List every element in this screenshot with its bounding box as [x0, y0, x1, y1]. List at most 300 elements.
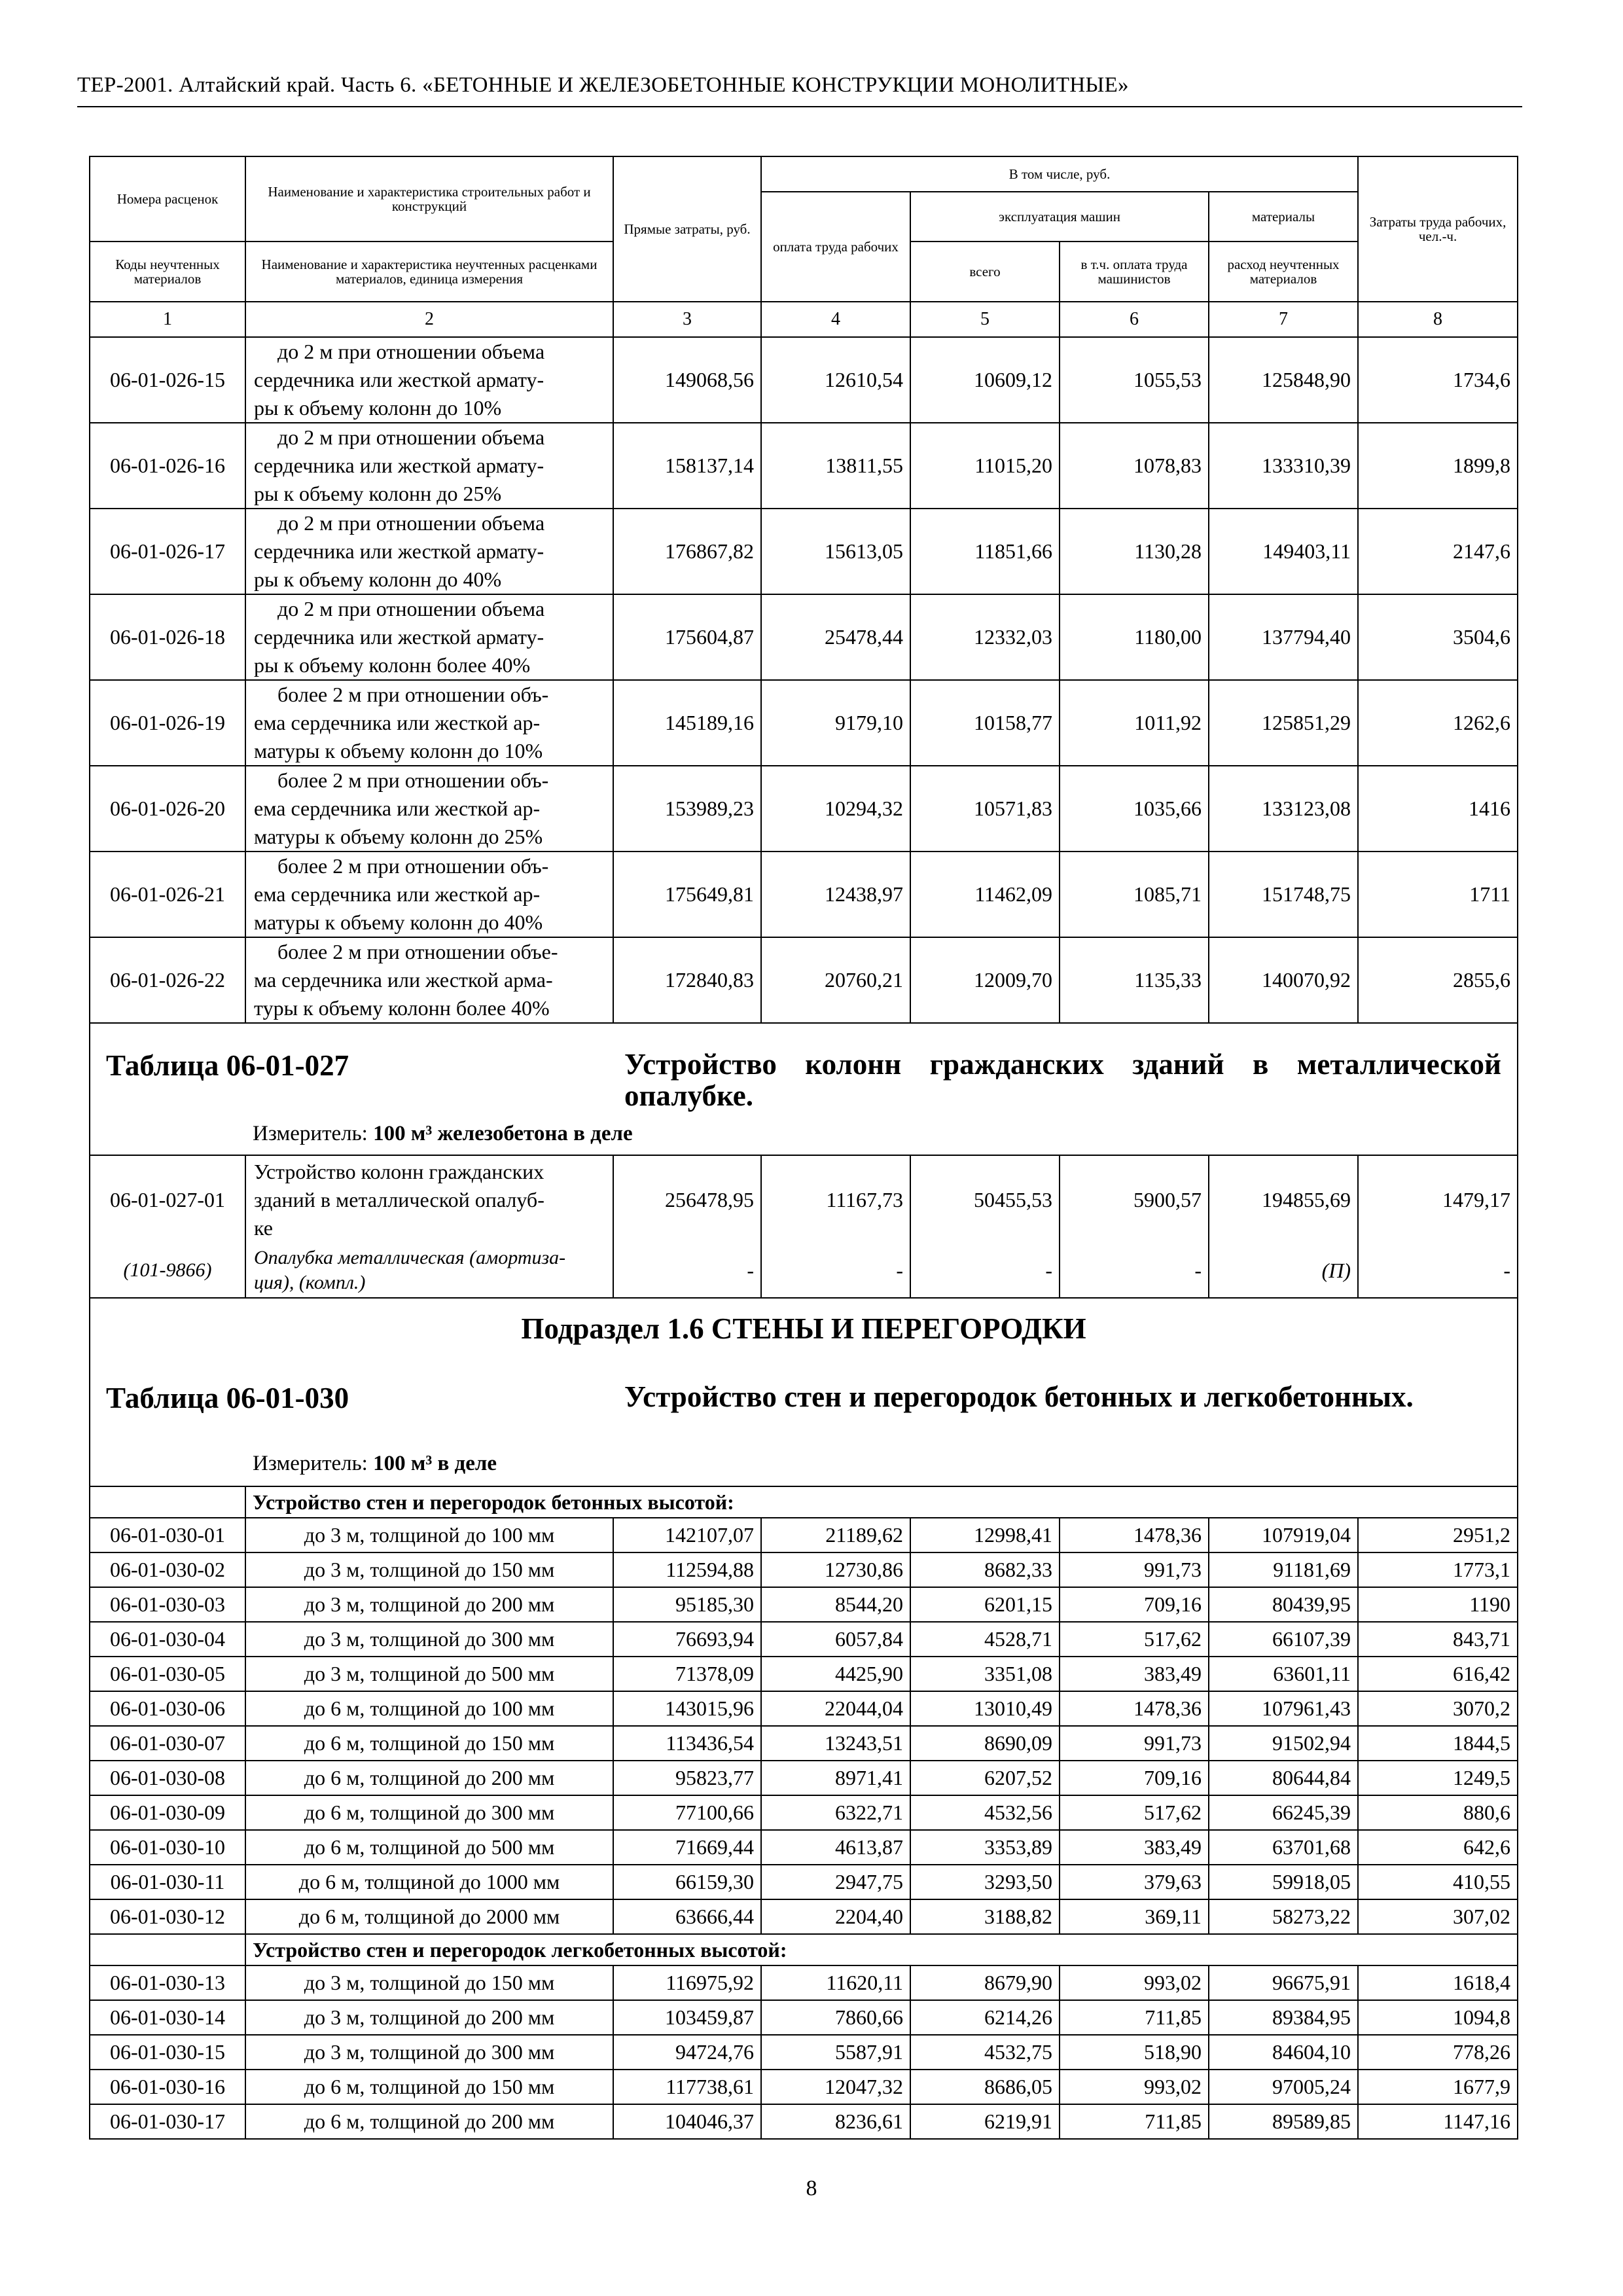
description-line: ема сердечника или жесткой ар-	[254, 797, 541, 820]
cost-value: 12009,70	[910, 937, 1060, 1023]
work-description	[245, 1155, 613, 1244]
cost-value: 256478,95	[613, 1155, 761, 1244]
table-row	[90, 1865, 1518, 1899]
table-row	[90, 1518, 1518, 1552]
group-heading: Устройство стен и перегородок легкобетонных высотой:	[245, 1934, 1518, 1965]
cost-value: 21189,62	[761, 1518, 910, 1552]
table-row	[90, 1587, 1518, 1622]
cost-value: 410,55	[1358, 1865, 1518, 1899]
cost-value: 140070,92	[1209, 937, 1358, 1023]
rate-code: 06-01-030-11	[90, 1865, 245, 1899]
description-line: ма сердечника или жесткой арма-	[254, 968, 553, 992]
cost-value: 2947,75	[761, 1865, 910, 1899]
cost-value: 1899,8	[1358, 423, 1518, 509]
table-row	[90, 680, 1518, 766]
cost-value: 50455,53	[910, 1155, 1060, 1244]
cost-value: 993,02	[1060, 2070, 1209, 2104]
cost-value: 8236,61	[761, 2104, 910, 2139]
cost-value: 95823,77	[613, 1761, 761, 1795]
cost-value: 22044,04	[761, 1691, 910, 1726]
description-line: сердечника или жесткой армату-	[254, 368, 544, 391]
cost-value: 8686,05	[910, 2070, 1060, 2104]
cost-value: 3293,50	[910, 1865, 1060, 1899]
cost-value: 1180,00	[1060, 594, 1209, 680]
cost-value: 1262,6	[1358, 680, 1518, 766]
cost-value: 1416	[1358, 766, 1518, 852]
material-value: -	[1060, 1244, 1209, 1298]
hdr-col1-bottom: Коды неучтенных материалов	[90, 242, 245, 302]
hdr-col6: в т.ч. оплата труда машинистов	[1060, 242, 1209, 302]
cost-value: 12332,03	[910, 594, 1060, 680]
rate-code: 06-01-030-08	[90, 1761, 245, 1795]
description-line: ке	[254, 1215, 273, 1240]
table-row	[90, 594, 1518, 680]
cost-value: 1078,83	[1060, 423, 1209, 509]
work-description: до 3 м, толщиной до 300 мм	[245, 2035, 613, 2070]
rate-code: 06-01-030-07	[90, 1726, 245, 1761]
cost-value: 8679,90	[910, 1965, 1060, 2000]
description-line: более 2 м при отношении объ-	[277, 854, 549, 878]
cost-value: 172840,83	[613, 937, 761, 1023]
cost-value: 1844,5	[1358, 1726, 1518, 1761]
cost-value: 517,62	[1060, 1795, 1209, 1830]
material-code: (101-9866)	[90, 1244, 245, 1298]
cost-value: 1249,5	[1358, 1761, 1518, 1795]
cost-value: 12998,41	[910, 1518, 1060, 1552]
work-description	[245, 423, 613, 509]
work-description: до 3 м, толщиной до 150 мм	[245, 1965, 613, 2000]
table-row	[90, 509, 1518, 594]
table-row	[90, 1830, 1518, 1865]
cost-value: 3070,2	[1358, 1691, 1518, 1726]
cost-value: 5587,91	[761, 2035, 910, 2070]
work-description: до 3 м, толщиной до 500 мм	[245, 1657, 613, 1691]
cost-value: 11620,11	[761, 1965, 910, 2000]
work-description: до 3 м, толщиной до 150 мм	[245, 1552, 613, 1587]
rate-code: 06-01-030-16	[90, 2070, 245, 2104]
cost-value: 58273,22	[1209, 1899, 1358, 1934]
description-line: ры к объему колонн более 40%	[254, 653, 531, 677]
work-description: до 6 м, толщиной до 200 мм	[245, 1761, 613, 1795]
group-row	[90, 1486, 1518, 1518]
cost-value: 89589,85	[1209, 2104, 1358, 2139]
work-description: до 6 м, толщиной до 300 мм	[245, 1795, 613, 1830]
rate-code: 06-01-026-19	[90, 680, 245, 766]
rate-code: 06-01-030-04	[90, 1622, 245, 1657]
cost-value: 94724,76	[613, 2035, 761, 2070]
rate-code: 06-01-027-01	[90, 1155, 245, 1244]
cost-value: 3504,6	[1358, 594, 1518, 680]
description-line: ция), (компл.)	[254, 1272, 366, 1293]
work-description: до 6 м, толщиной до 100 мм	[245, 1691, 613, 1726]
cost-value: 91502,94	[1209, 1726, 1358, 1761]
hdr-col7: расход неучтенных материалов	[1209, 242, 1358, 302]
table-row	[90, 1795, 1518, 1830]
work-description: до 6 м, толщиной до 150 мм	[245, 1726, 613, 1761]
cost-value: 1478,36	[1060, 1691, 1209, 1726]
work-description: до 3 м, толщиной до 300 мм	[245, 1622, 613, 1657]
material-description	[245, 1244, 613, 1298]
rate-code: 06-01-030-17	[90, 2104, 245, 2139]
rate-code: 06-01-030-01	[90, 1518, 245, 1552]
rate-code: 06-01-026-16	[90, 423, 245, 509]
cost-value: 66107,39	[1209, 1622, 1358, 1657]
cost-value: 369,11	[1060, 1899, 1209, 1934]
cost-value: 77100,66	[613, 1795, 761, 1830]
description-line: более 2 м при отношении объе-	[277, 940, 558, 963]
table-row	[90, 337, 1518, 423]
cost-value: 6322,71	[761, 1795, 910, 1830]
cost-value: 175604,87	[613, 594, 761, 680]
cost-value: 642,6	[1358, 1830, 1518, 1865]
table-row	[90, 2070, 1518, 2104]
cost-value: 107919,04	[1209, 1518, 1358, 1552]
cost-value: 10294,32	[761, 766, 910, 852]
cost-value: 66245,39	[1209, 1795, 1358, 1830]
work-description: до 6 м, толщиной до 200 мм	[245, 2104, 613, 2139]
rate-code: 06-01-030-09	[90, 1795, 245, 1830]
cost-value: 84604,10	[1209, 2035, 1358, 2070]
work-description	[245, 680, 613, 766]
cost-value: 1055,53	[1060, 337, 1209, 423]
material-value: -	[1358, 1244, 1518, 1298]
cost-value: 1479,17	[1358, 1155, 1518, 1244]
work-description	[245, 594, 613, 680]
cost-value: 158137,14	[613, 423, 761, 509]
cost-value: 125848,90	[1209, 337, 1358, 423]
measure-unit	[253, 1122, 633, 1146]
cost-value: 145189,16	[613, 680, 761, 766]
cost-value: 1147,16	[1358, 2104, 1518, 2139]
table-row	[90, 937, 1518, 1023]
description-line: до 2 м при отношении объема	[277, 425, 545, 449]
description-line: матуры к объему колонн до 10%	[254, 739, 543, 762]
hdr-col4: оплата труда рабочих	[761, 192, 910, 302]
cost-value: 125851,29	[1209, 680, 1358, 766]
rate-code: 06-01-030-15	[90, 2035, 245, 2070]
cost-value: 194855,69	[1209, 1155, 1358, 1244]
description-line: сердечника или жесткой армату-	[254, 454, 544, 477]
work-description	[245, 937, 613, 1023]
work-description: до 3 м, толщиной до 200 мм	[245, 2000, 613, 2035]
table-030-caption	[90, 1298, 1518, 1486]
cost-value: 4532,75	[910, 2035, 1060, 2070]
col-number: 1	[90, 302, 245, 337]
hdr-incl: В том числе, руб.	[761, 156, 1358, 192]
cost-value: 4425,90	[761, 1657, 910, 1691]
hdr-col3: Прямые затраты, руб.	[613, 156, 761, 302]
cost-value: 15613,05	[761, 509, 910, 594]
cost-value: 97005,24	[1209, 2070, 1358, 2104]
rate-code: 06-01-026-17	[90, 509, 245, 594]
cost-value: 991,73	[1060, 1552, 1209, 1587]
cost-value: 133310,39	[1209, 423, 1358, 509]
table-027-caption	[90, 1023, 1518, 1155]
col-number: 7	[1209, 302, 1358, 337]
hdr-col2-bottom: Наименование и характеристика неучтенных расценками материалов, единица измерения	[245, 242, 613, 302]
work-description	[245, 509, 613, 594]
measure-value: 100 м³ железобетона в деле	[373, 1122, 633, 1145]
description-line: ры к объему колонн до 40%	[254, 567, 502, 591]
work-description: до 6 м, толщиной до 150 мм	[245, 2070, 613, 2104]
table-row	[90, 1965, 1518, 2000]
description-line: Опалубка металлическая (амортиза-	[254, 1247, 566, 1268]
description-line: ема сердечника или жесткой ар-	[254, 882, 541, 906]
cost-value: 25478,44	[761, 594, 910, 680]
cost-value: 1773,1	[1358, 1552, 1518, 1587]
rate-code: 06-01-026-22	[90, 937, 245, 1023]
cost-value: 153989,23	[613, 766, 761, 852]
cost-value: 66159,30	[613, 1865, 761, 1899]
cost-value: 116975,92	[613, 1965, 761, 2000]
cost-value: 6201,15	[910, 1587, 1060, 1622]
page-number: 8	[806, 2176, 817, 2200]
cost-value: 1478,36	[1060, 1518, 1209, 1552]
table-row	[90, 2035, 1518, 2070]
cost-value: 843,71	[1358, 1622, 1518, 1657]
cost-value: 76693,94	[613, 1622, 761, 1657]
col-number: 3	[613, 302, 761, 337]
description-line: сердечника или жесткой армату-	[254, 539, 544, 563]
table-row	[90, 852, 1518, 937]
cost-value: 1190	[1358, 1587, 1518, 1622]
rate-code: 06-01-030-13	[90, 1965, 245, 2000]
cost-value: 80439,95	[1209, 1587, 1358, 1622]
measure-label: Измеритель:	[253, 1452, 368, 1475]
cost-value: 2855,6	[1358, 937, 1518, 1023]
cost-value: 709,16	[1060, 1761, 1209, 1795]
cost-value: 8682,33	[910, 1552, 1060, 1587]
cost-value: 6057,84	[761, 1622, 910, 1657]
cost-value: 10158,77	[910, 680, 1060, 766]
cost-value: 4532,56	[910, 1795, 1060, 1830]
cost-value: 13243,51	[761, 1726, 910, 1761]
description-line: более 2 м при отношении объ-	[277, 683, 549, 706]
cost-value: 383,49	[1060, 1657, 1209, 1691]
table-row	[90, 2000, 1518, 2035]
measure-label: Измеритель:	[253, 1122, 368, 1145]
cost-value: 4613,87	[761, 1830, 910, 1865]
description-line: матуры к объему колонн до 40%	[254, 910, 543, 934]
cost-value: 11851,66	[910, 509, 1060, 594]
description-line: до 2 м при отношении объема	[277, 511, 545, 535]
material-value: -	[613, 1244, 761, 1298]
cost-value: 12438,97	[761, 852, 910, 937]
material-value: (П)	[1209, 1244, 1358, 1298]
cost-value: 991,73	[1060, 1726, 1209, 1761]
work-description: до 3 м, толщиной до 100 мм	[245, 1518, 613, 1552]
cost-value: 1035,66	[1060, 766, 1209, 852]
cost-value: 12610,54	[761, 337, 910, 423]
col-number: 8	[1358, 302, 1518, 337]
rate-code: 06-01-030-12	[90, 1899, 245, 1934]
cost-value: 8971,41	[761, 1761, 910, 1795]
cost-value: 10571,83	[910, 766, 1060, 852]
measure-value: 100 м³ в деле	[373, 1452, 497, 1475]
cost-value: 175649,81	[613, 852, 761, 937]
rate-code: 06-01-026-21	[90, 852, 245, 937]
cost-value: 137794,40	[1209, 594, 1358, 680]
table-description: Устройство стен и перегородок бетонных и легкобетонных.	[624, 1380, 1414, 1413]
cost-value: 778,26	[1358, 2035, 1518, 2070]
group-code-cell	[90, 1934, 245, 1965]
cost-value: 9179,10	[761, 680, 910, 766]
measure-unit	[253, 1452, 497, 1476]
group-heading: Устройство стен и перегородок бетонных высотой:	[245, 1486, 1518, 1518]
cost-value: 1677,9	[1358, 2070, 1518, 2104]
table-row	[90, 1657, 1518, 1691]
work-description	[245, 337, 613, 423]
cost-value: 20760,21	[761, 937, 910, 1023]
cost-value: 880,6	[1358, 1795, 1518, 1830]
description-line: более 2 м при отношении объ-	[277, 768, 549, 792]
cost-value: 151748,75	[1209, 852, 1358, 937]
cost-value: 5900,57	[1060, 1155, 1209, 1244]
cost-value: 1011,92	[1060, 680, 1209, 766]
group-code-cell	[90, 1486, 245, 1518]
cost-value: 1135,33	[1060, 937, 1209, 1023]
cost-value: 80644,84	[1209, 1761, 1358, 1795]
cost-value: 149068,56	[613, 337, 761, 423]
cost-value: 518,90	[1060, 2035, 1209, 2070]
cost-value: 1130,28	[1060, 509, 1209, 594]
cost-value: 1085,71	[1060, 852, 1209, 937]
col-number: 6	[1060, 302, 1209, 337]
cost-value: 6214,26	[910, 2000, 1060, 2035]
col-number: 2	[245, 302, 613, 337]
rate-code: 06-01-030-14	[90, 2000, 245, 2035]
rate-code: 06-01-030-06	[90, 1691, 245, 1726]
work-description	[245, 852, 613, 937]
table-027-caption-cell	[90, 1023, 1518, 1155]
hdr-materials: материалы	[1209, 192, 1358, 242]
cost-value: 1618,4	[1358, 1965, 1518, 2000]
cost-value: 517,62	[1060, 1622, 1209, 1657]
cost-value: 112594,88	[613, 1552, 761, 1587]
cost-value: 2204,40	[761, 1899, 910, 1934]
rate-code: 06-01-030-10	[90, 1830, 245, 1865]
description-line: зданий в металлической опалуб-	[254, 1187, 544, 1211]
work-description: до 3 м, толщиной до 200 мм	[245, 1587, 613, 1622]
cost-value: 11167,73	[761, 1155, 910, 1244]
cost-value: 133123,08	[1209, 766, 1358, 852]
cost-value: 63601,11	[1209, 1657, 1358, 1691]
cost-value: 12730,86	[761, 1552, 910, 1587]
cost-value: 63666,44	[613, 1899, 761, 1934]
table-row	[90, 1726, 1518, 1761]
table-row	[90, 766, 1518, 852]
material-value: -	[761, 1244, 910, 1298]
cost-value: 383,49	[1060, 1830, 1209, 1865]
hdr-col5: всего	[910, 242, 1060, 302]
cost-value: 4528,71	[910, 1622, 1060, 1657]
cost-value: 2147,6	[1358, 509, 1518, 594]
work-description: до 6 м, толщиной до 2000 мм	[245, 1899, 613, 1934]
description-line: туры к объему колонн более 40%	[254, 996, 550, 1020]
work-description: до 6 м, толщиной до 500 мм	[245, 1830, 613, 1865]
rate-code: 06-01-026-15	[90, 337, 245, 423]
col-number: 5	[910, 302, 1060, 337]
cost-value: 307,02	[1358, 1899, 1518, 1934]
cost-value: 3353,89	[910, 1830, 1060, 1865]
table-description: Устройство колонн гражданских зданий в металлической опалубке.	[624, 1048, 1501, 1112]
cost-value: 8690,09	[910, 1726, 1060, 1761]
work-description	[245, 766, 613, 852]
rate-code: 06-01-030-03	[90, 1587, 245, 1622]
rate-code: 06-01-026-18	[90, 594, 245, 680]
material-row	[90, 1244, 1518, 1298]
cost-value: 8544,20	[761, 1587, 910, 1622]
table-row	[90, 2104, 1518, 2139]
description-line: сердечника или жесткой армату-	[254, 625, 544, 649]
group-row	[90, 1934, 1518, 1965]
cost-value: 1711	[1358, 852, 1518, 937]
work-description: до 6 м, толщиной до 1000 мм	[245, 1865, 613, 1899]
cost-value: 3351,08	[910, 1657, 1060, 1691]
cost-value: 709,16	[1060, 1587, 1209, 1622]
table-row	[90, 1155, 1518, 1244]
table-row	[90, 1761, 1518, 1795]
cost-value: 91181,69	[1209, 1552, 1358, 1587]
description-line: Устройство колонн гражданских	[254, 1159, 544, 1183]
hdr-machines: эксплуатация машин	[910, 192, 1209, 242]
cost-value: 2951,2	[1358, 1518, 1518, 1552]
subsection-title: Подраздел 1.6 СТЕНЫ И ПЕРЕГОРОДКИ	[521, 1312, 1086, 1345]
cost-value: 993,02	[1060, 1965, 1209, 2000]
cost-value: 1094,8	[1358, 2000, 1518, 2035]
cost-value: 616,42	[1358, 1657, 1518, 1691]
cost-value: 11015,20	[910, 423, 1060, 509]
running-header: ТЕР-2001. Алтайский край. Часть 6. «БЕТОННЫЕ И ЖЕЛЕЗОБЕТОННЫЕ КОНСТРУКЦИИ МОНОЛИТНЫЕ»	[77, 73, 1129, 97]
table-row	[90, 423, 1518, 509]
rates-table	[89, 156, 1518, 2140]
hdr-col2-top: Наименование и характеристика строительных работ и конструкций	[245, 156, 613, 242]
cost-value: 149403,11	[1209, 509, 1358, 594]
table-030-caption-cell	[90, 1298, 1518, 1486]
rate-code: 06-01-030-05	[90, 1657, 245, 1691]
cost-value: 379,63	[1060, 1865, 1209, 1899]
cost-value: 107961,43	[1209, 1691, 1358, 1726]
cost-value: 113436,54	[613, 1726, 761, 1761]
cost-value: 7860,66	[761, 2000, 910, 2035]
cost-value: 13811,55	[761, 423, 910, 509]
hdr-col1-top: Номера расценок	[90, 156, 245, 242]
description-line: ры к объему колонн до 10%	[254, 396, 502, 420]
cost-value: 10609,12	[910, 337, 1060, 423]
description-line: матуры к объему колонн до 25%	[254, 825, 543, 848]
cost-value: 711,85	[1060, 2000, 1209, 2035]
cost-value: 89384,95	[1209, 2000, 1358, 2035]
cost-value: 142107,07	[613, 1518, 761, 1552]
cost-value: 11462,09	[910, 852, 1060, 937]
cost-value: 176867,82	[613, 509, 761, 594]
cost-value: 71669,44	[613, 1830, 761, 1865]
table-row	[90, 1622, 1518, 1657]
table-row	[90, 1691, 1518, 1726]
cost-value: 104046,37	[613, 2104, 761, 2139]
hdr-col8: Затраты труда рабочих, чел.-ч.	[1358, 156, 1518, 302]
header-rule	[77, 106, 1522, 107]
description-line: ема сердечника или жесткой ар-	[254, 711, 541, 734]
description-line: ры к объему колонн до 25%	[254, 482, 502, 505]
cost-value: 6207,52	[910, 1761, 1060, 1795]
cost-value: 117738,61	[613, 2070, 761, 2104]
cost-value: 95185,30	[613, 1587, 761, 1622]
cost-value: 3188,82	[910, 1899, 1060, 1934]
table-title: Таблица 06-01-030	[106, 1382, 349, 1414]
table-title: Таблица 06-01-027	[106, 1049, 349, 1082]
cost-value: 103459,87	[613, 2000, 761, 2035]
